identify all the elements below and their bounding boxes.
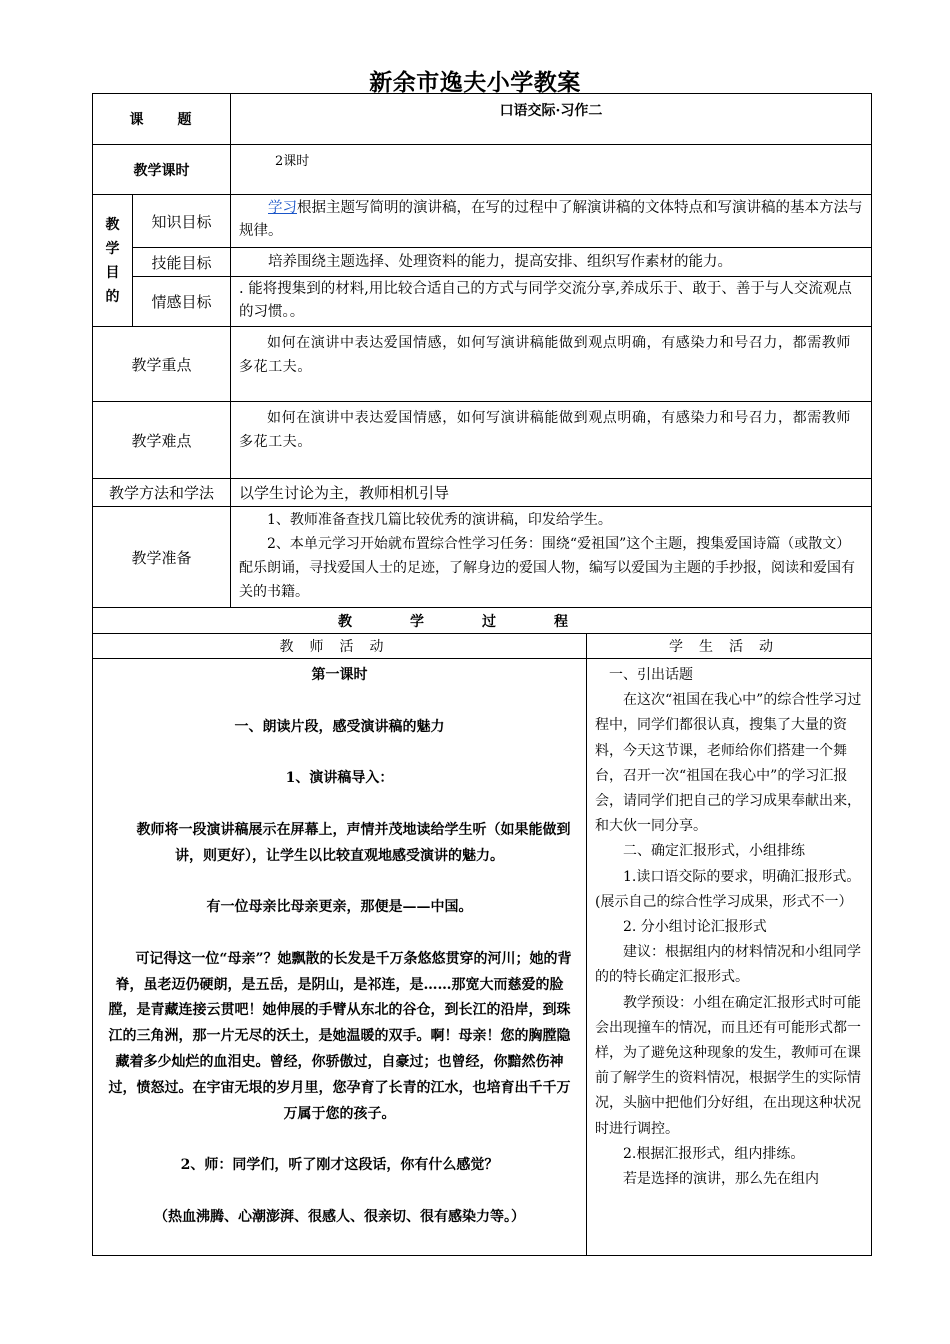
teacher-paragraph: 有一位母亲比母亲更亲，那便是——中国。 <box>206 899 473 916</box>
goals-label-char: 学 <box>105 240 120 257</box>
student-section: 二、确定汇报形式，小组排练 <box>623 843 805 860</box>
student-paragraph: 教学预设：小组在确定汇报形式时可能会出现撞车的情况，而且还有可能形式都一样，为了避免这种现象的发生，教师可在课前了解学生的资料情况，根据学生的实际情况，头脑中把他们分好组，在出现这种状况时进行调控。 <box>595 994 861 1137</box>
student-section: 一、引出话题 <box>609 667 693 683</box>
key-point-text: 如何在演讲中表达爱国情感，如何写演讲稿能做到观点明确，有感染力和号召力，都需教师多花工夫。 <box>231 327 872 402</box>
teacher-section: 一、朗读片段，感受演讲稿的魅力 <box>234 718 445 735</box>
prep-text <box>231 507 872 608</box>
topic-label: 课 题 <box>93 94 231 145</box>
emotion-goal-label: 情感目标 <box>133 277 231 327</box>
knowledge-goal-label: 知识目标 <box>133 195 231 248</box>
student-paragraph: 建议：根据组内的材料情况和小组同学的的特长确定汇报形式。 <box>595 944 861 986</box>
student-paragraph: 2.根据汇报形式，组内排练。 <box>623 1145 805 1162</box>
teacher-activity <box>93 659 587 1256</box>
knowledge-goal-body: 根据主题写简明的演讲稿，在写的过程中了解演讲稿的文体特点和写演讲稿的基本方法与规律。 <box>239 200 863 239</box>
lesson-title: 第一课时 <box>311 667 368 683</box>
goals-label-char: 目 <box>105 264 120 281</box>
goals-label <box>93 195 133 327</box>
teacher-paragraph: 2、师：同学们，听了刚才这段话，你有什么感觉？ <box>180 1157 499 1174</box>
prep-label: 教学准备 <box>93 507 231 608</box>
method-text: 以学生讨论为主，教师相机引导 <box>231 479 872 507</box>
process-header: 教学过程 <box>93 608 872 634</box>
lesson-plan-table <box>92 93 872 1256</box>
prep-paragraph: 1、教师准备查找几篇比较优秀的演讲稿，印发给学生。 <box>267 512 612 528</box>
skill-goal-text: 培养围绕主题选择、处理资料的能力，提高安排、组织写作素材的能力。 <box>231 248 872 277</box>
study-link[interactable]: 学习 <box>268 200 297 216</box>
student-paragraph: 1.读口语交际的要求，明确汇报形式。(展示自己的综合性学习成果，形式不一） <box>595 868 861 910</box>
topic-value: 口语交际·习作二 <box>231 94 872 145</box>
difficulty-label: 教学难点 <box>93 402 231 479</box>
student-paragraph: 若是选择的演讲，那么先在组内 <box>623 1171 819 1188</box>
hours-value: 2课时 <box>231 145 872 195</box>
key-point-label: 教学重点 <box>93 327 231 402</box>
goals-label-char: 的 <box>105 288 120 305</box>
teacher-subsection: 1、演讲稿导入： <box>285 770 394 787</box>
student-paragraph: 2. 分小组讨论汇报形式 <box>623 919 767 936</box>
teacher-paragraph: 可记得这一位“母亲”？她飘散的长发是千万条悠悠贯穿的河川；她的背脊，虽老迈仍硬朗，是五岳，是阴山，是祁连，是……那宽大而慈爱的脸膛，是青藏连接云贯吧！她伸展的手臂从东北的谷仓，到长江的沿岸，到珠江的三角洲，那一片无尽的沃土，是她温暖的双手。啊！母亲！您的胸膛隐藏着多少灿烂的血泪史。曾经，你骄傲过，自豪过；也曾经，你黯然伤神过，愤怒过。在宇宙无垠的岁月里，您孕育了长青的江水，也培育出千千万万属于您的孩子。 <box>108 950 572 1122</box>
knowledge-goal-text <box>231 195 872 248</box>
emotion-goal-text: . 能将搜集到的材料,用比较合适自己的方式与同学交流分享,养成乐于、敢于、善于与人交流观点的习惯。。 <box>231 277 872 327</box>
teacher-paragraph: （热血沸腾、心潮澎湃、很感人、很亲切、很有感染力等。） <box>154 1208 525 1225</box>
teacher-activity-header: 教师活动 <box>93 634 587 659</box>
hours-label: 教学课时 <box>93 145 231 195</box>
teacher-paragraph: 教师将一段演讲稿展示在屏幕上，声情并茂地读给学生听（如果能做到讲，则更好），让学生以比较直观地感受演讲的魅力。 <box>136 821 571 864</box>
student-paragraph: 在这次“祖国在我心中”的综合性学习过程中，同学们都很认真，搜集了大量的资料，今天这节课，老师给你们搭建一个舞台，召开一次“祖国在我心中”的学习汇报会，请同学们把自己的学习成果奉献出来，和大伙一同分享。 <box>595 692 862 835</box>
document-title: 新余市逸夫小学教案 <box>369 70 581 96</box>
prep-paragraph: 2、本单元学习开始就布置综合性学习任务：围绕“爱祖国”这个主题，搜集爱国诗篇（或散文）配乐朗诵，寻找爱国人士的足迹，了解身边的爱国人物，编写以爱国为主题的手抄报，阅读和爱国有关的书籍。 <box>239 536 855 600</box>
student-activity-header: 学生活动 <box>587 634 872 659</box>
student-activity <box>587 659 872 1256</box>
method-label: 教学方法和学法 <box>93 479 231 507</box>
difficulty-text: 如何在演讲中表达爱国情感，如何写演讲稿能做到观点明确，有感染力和号召力，都需教师多花工夫。 <box>231 402 872 479</box>
goals-label-char: 教 <box>105 216 120 233</box>
skill-goal-label: 技能目标 <box>133 248 231 277</box>
